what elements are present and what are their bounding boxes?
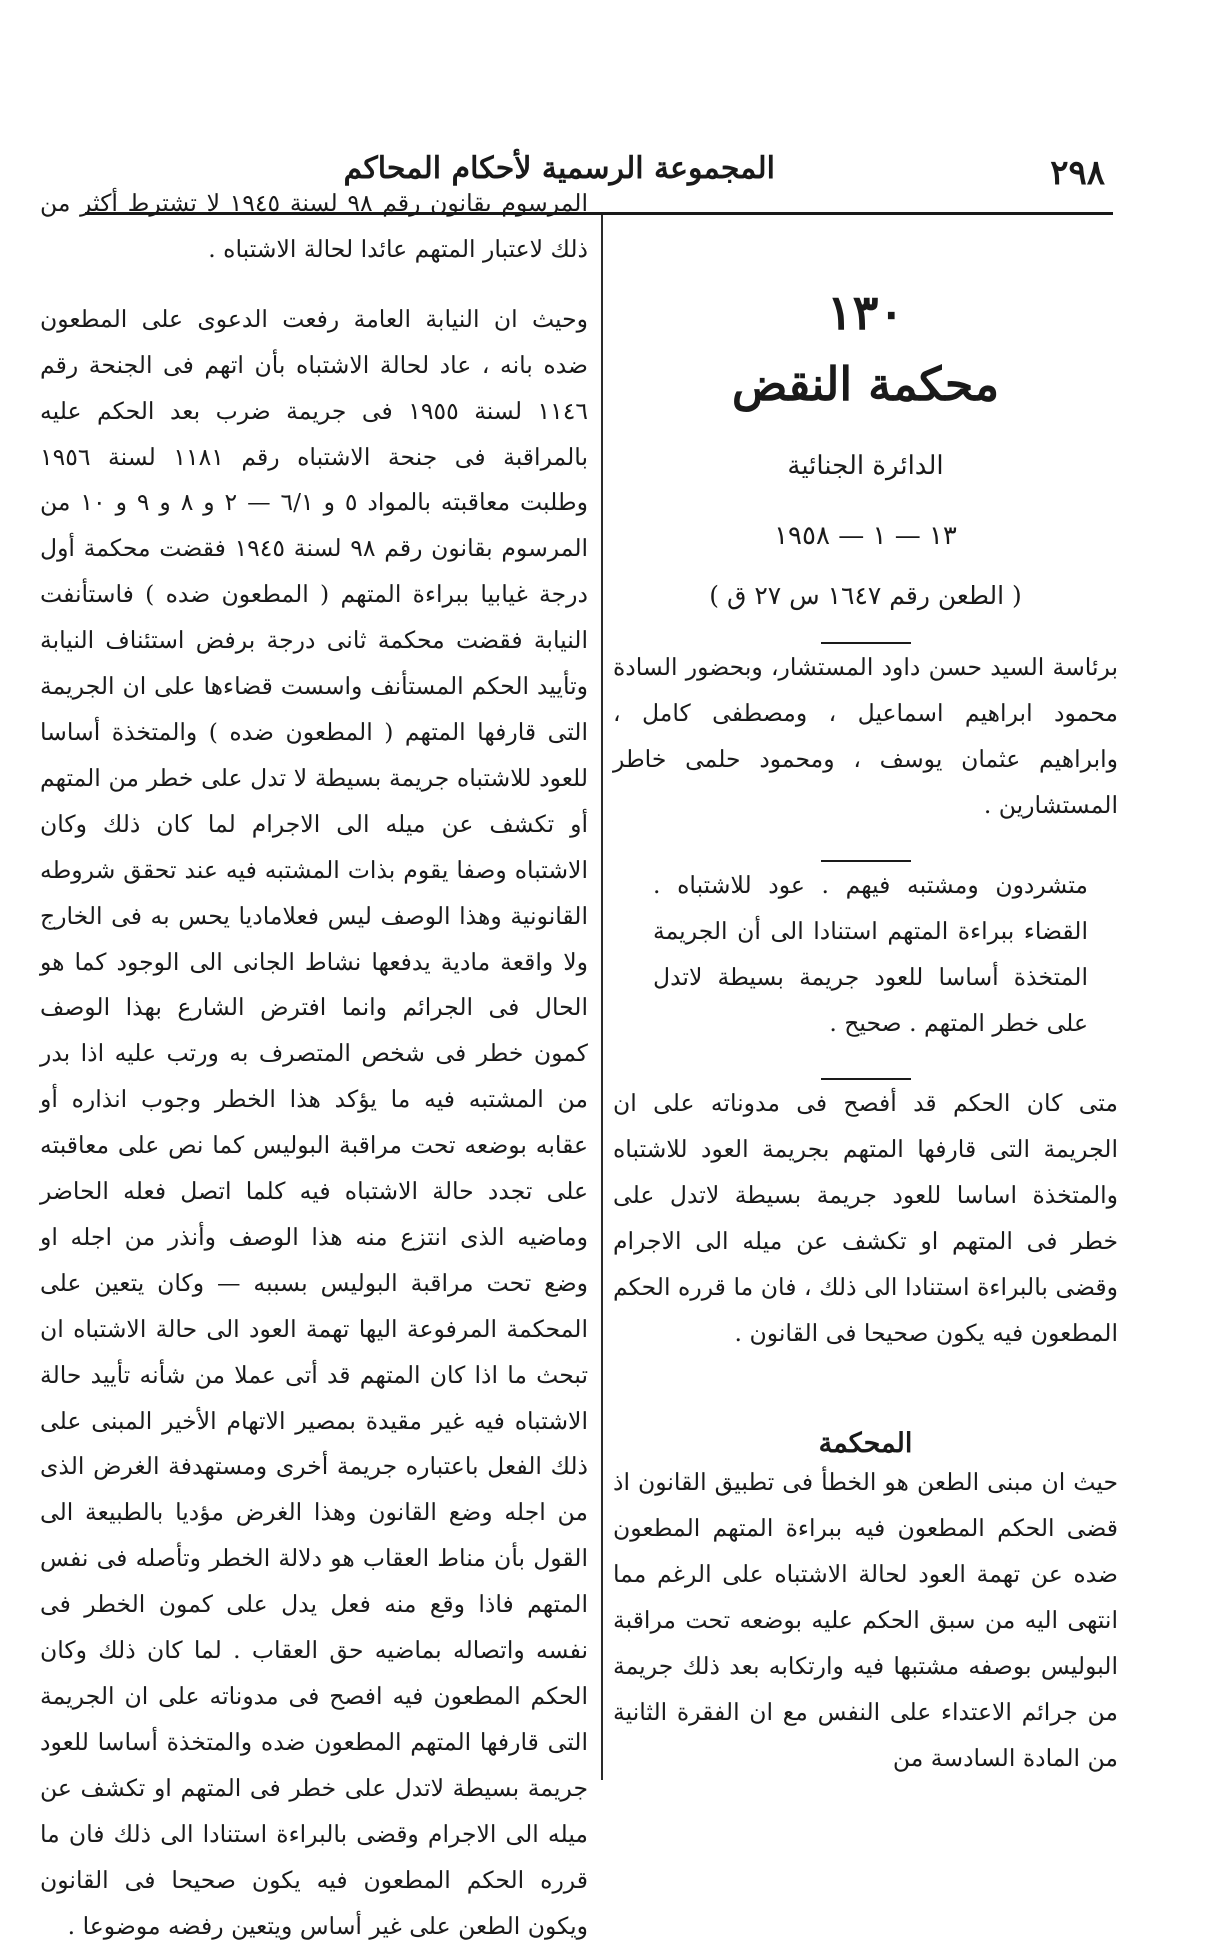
legal-summary: متى كان الحكم قد أفصح فى مدوناته على ان الجريمة التى قارفها المتهم بجريمة العود للاشتباه والمتخذة اساسا للعود جريمة بسيطة لاتدل على خطر فى المتهم او تكشف عن ميله الى الاجرام وقضى بالبراءة استنادا الى ذلك ، فان ما قرره الحكم المطعون فيه يكون صحيحا فى القانون . — [613, 1089, 1118, 1347]
court-panel: برئاسة السيد حسن داود المستشار، وبحضور السادة محمود ابراهيم اسماعيل ، ومصطفى كامل ، وابراهيم عثمان يوسف ، ومحمود حلمى خاطر المستشارين . — [613, 653, 1118, 819]
journal-title: المجموعة الرسمية لأحكام المحاكم — [343, 151, 775, 186]
left-column — [40, 189, 589, 1949]
judgment-date: ١٣ — ١ — ١٩٥٨ — [774, 521, 957, 551]
case-number: ١٣٠ — [826, 285, 905, 341]
judgment-paragraph: وحيث ان النيابة العامة رفعت الدعوى على المطعون ضده بانه ، عاد لحالة الاشتباه بأن اتهم فى الجنحة رقم ١١٤٦ لسنة ١٩٥٥ فى جريمة ضرب بعد الحكم عليه بالمراقبة فى جنحة الاشتباه رقم ١١٨١ لسنة ١٩٥٦ وطلبت معاقبته بالمواد ٥ و ٦/١ — ٢ و ٨ و ٩ و ١٠ من المرسوم بقانون رقم ٩٨ لسنة ١٩٤٥ فقضت محكمة أول درجة غيابيا ببراءة المتهم ( المطعون ضده ) فاستأنفت النيابة فقضت محكمة ثانى درجة برفض استئناف النيابة وتأييد الحكم المستأنف واسست قضاءها على ان الجريمة التى قارفها المتهم ( المطعون ضده ) والمتخذة أساسا للعود للاشتباه جريمة بسيطة لا تدل على خطر من المتهم أو تكشف عن ميله الى الاجرام لما كان ذلك وكان الاشتباه وصفا يقوم بذات المشتبه فيه عند تحقق شروطه القانونية وهذا الوصف ليس فعلاماديا يحس به فى الخارج ولا واقعة مادية يدفعها نشاط الجانى الى الوجود كما هو الحال فى الجرائم وانما افترض الشارع بهذا الوصف كمون خطر فى شخص المتصرف به ورتب عليه اذا بدر من المشتبه فيه ما يؤكد هذا الخطر وجوب انذاره أو عقابه بوضعه تحت مراقبة البوليس كما نص على معاقبته على تجدد حالة الاشتباه فيه كلما اتصل فعله الحاضر وماضيه الذى انتزع منه هذا الوصف وأنذر من اجله او وضع تحت مراقبة البوليس بسببه — وكان يتعين على المحكمة المرفوعة اليها تهمة العود الى حالة الاشتباه ان تبحث ما اذا كان المتهم قد أتى عملا من شأنه تأييد حالة الاشتباه فيه غير مقيدة بمصير الاتهام الأخير المبنى على ذلك الفعل باعتباره جريمة أخرى ومستهدفة الغرض الذى من اجله وضع القانون وهذا الغرض مؤديا بالطبيعة الى القول بأن مناط العقاب هو دلالة الخطر وتأصله فى نفس المتهم فاذا وقع منه فعل يدل على كمون الخطر فى نفسه واتصاله بماضيه حق العقاب . لما كان ذلك وكان الحكم المطعون فيه افصح فى مدوناته على ان الجريمة التى قارفها المتهم المطعون ضده والمتخذة أساسا للعود جريمة بسيطة لاتدل على خطر فى المتهم او تكشف عن ميله الى الاجرام وقضى بالبراءة استنادا الى ذلك فان ما قرره الحكم المطعون فيه يكون صحيحا فى القانون ويكون الطعن على غير أساس ويتعين رفضه موضوعا . — [40, 304, 589, 1940]
judgment-heading: المحكمة — [818, 1428, 913, 1459]
court-name: محكمة النقض — [731, 357, 1000, 411]
page-number: ٢٩٨ — [1050, 153, 1105, 193]
headnote: متشردون ومشتبه فيهم . عود للاشتباه . القضاء ببراءة المتهم استنادا الى أن الجريمة المتخذة أساسا للعود جريمة بسيطة لاتدل على خطر المتهم . صحيح . — [653, 871, 1088, 1037]
appeal-reference: ( الطعن رقم ١٦٤٧ س ٢٧ ق ) — [709, 581, 1022, 610]
right-column — [613, 215, 1118, 1781]
judgment-text-start: حيث ان مبنى الطعن هو الخطأ فى تطبيق القانون اذ قضى الحكم المطعون فيه ببراءة المتهم المطعون ضده عن تهمة العود لحالة الاشتباه على الرغم مما انتهى اليه من سبق الحكم عليه بوضعه تحت مراقبة البوليس بوصفه مشتبها فيه وارتكابه بعد ذلك جريمة من جرائم الاعتداء على النفس مع ان الفقرة الثانية من المادة السادسة من — [613, 1468, 1118, 1772]
circuit-name: الدائرة الجنائية — [787, 451, 944, 481]
judgment-text-continued: المرسوم بقانون رقم ٩٨ لسنة ١٩٤٥ لا تشترط أكثر من ذلك لاعتبار المتهم عائدا لحالة الاشتباه . — [40, 189, 588, 263]
column-divider — [601, 215, 603, 1780]
